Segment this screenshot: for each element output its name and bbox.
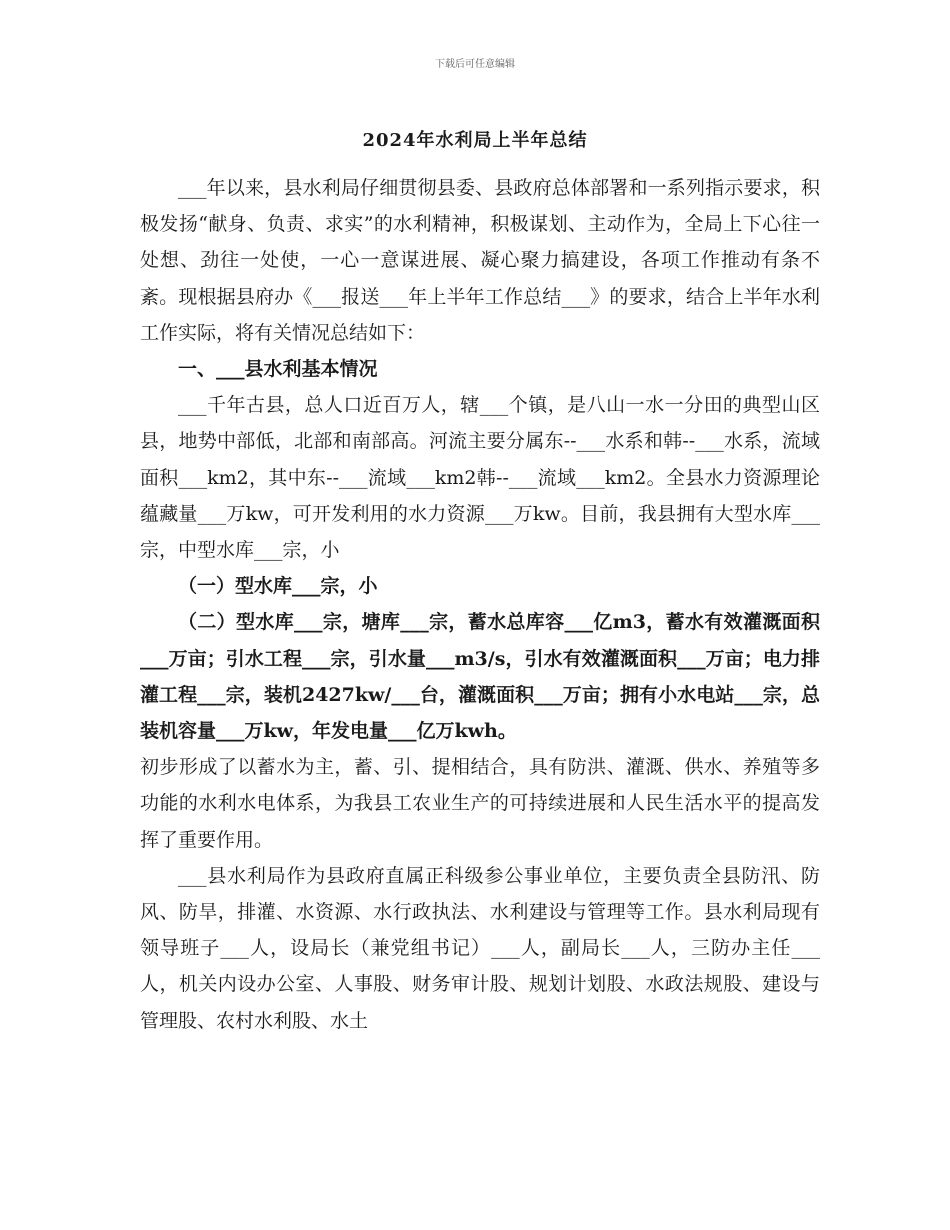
page-header-note: 下载后可任意编辑 bbox=[435, 59, 515, 70]
paragraph-bureau-duties: ___县水利局作为县政府直属正科级参公事业单位，主要负责全县防汛、防风、防旱，排灌、水资源、水行政执法、水利建设与管理等工作。县水利局现有领导班子___人，设局长（兼党组书记）___人，副局长___人，三防办主任___人，机关内设办公室、人事股、财务审计股、规划计划股、水政法规股、建设与管理股、农村水利股、水土 bbox=[140, 864, 820, 1032]
paragraph-intro: ___年以来，县水利局仔细贯彻县委、县政府总体部署和一系列指示要求，积极发扬“献身、负责、求实”的水利精神，积极谋划、主动作为，全局上下心往一处想、劲往一处使，一心一意谋进展、凝心聚力搞建设，各项工作推动有条不紊。现根据县府办《___报送___年上半年工作总结___》的要求，结合上半年水利工作实际，将有关情况总结如下： bbox=[140, 177, 820, 344]
section-heading-1: 一、___县水利基本情况 bbox=[178, 358, 378, 381]
paragraph-county-overview: ___千年古县，总人口近百万人，辖___个镇，是八山一水一分田的典型山区县，地势中部低，北部和南部高。河流主要分属东--___水系和韩--___水系，流域面积___km2，其中东--___流域___km2韩--___流域___km2。全县水力资源理论蕴藏量___万kw，可开发利用的水力资源___万kw。目前，我县拥有大型水库___宗，中型水库___宗，小 bbox=[140, 394, 820, 562]
document-body bbox=[140, 170, 820, 1039]
document-title: 2024年水利局上半年总结 bbox=[362, 130, 588, 151]
paragraph-system-summary: 初步形成了以蓄水为主，蓄、引、提相结合，具有防洪、灌溉、供水、养殖等多功能的水利水电体系，为我县工农业生产的可持续进展和人民生活水平的提高发挥了重要作用。 bbox=[140, 756, 820, 851]
subsection-heading-2: （二）型水库___宗，塘库___宗，蓄水总库容___亿m3，蓄水有效灌溉面积___万亩；引水工程___宗，引水量___m3/s，引水有效灌溉面积___万亩；电力排灌工程___宗，装机2427kw/___台，灌溉面积___万亩；拥有小水电站___宗，总装机容量___万kw，年发电量___亿万kwh。 bbox=[140, 611, 820, 743]
subsection-heading-1: （一）型水库___宗，小 bbox=[178, 575, 378, 598]
